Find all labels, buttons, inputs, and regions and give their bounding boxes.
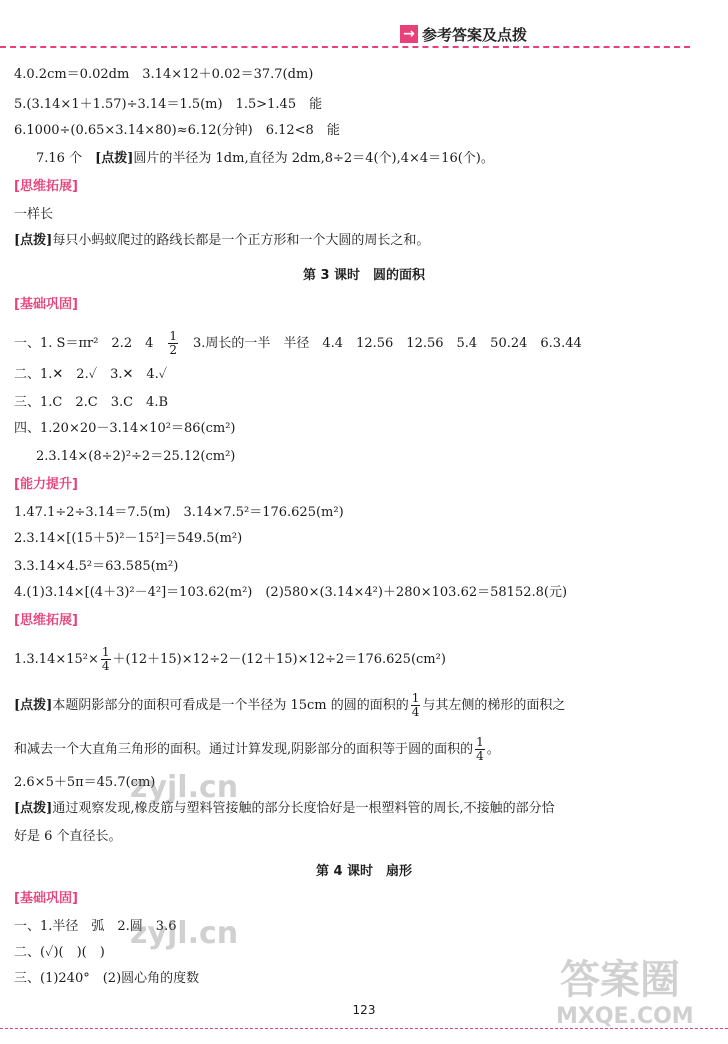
answer-line: 二、1.✕ 2.✓ 3.✕ 4.✓: [14, 367, 168, 382]
hint-tag: [点拨]: [14, 801, 53, 816]
answer-line: 5.(3.14×1＋1.57)÷3.14＝1.5(m) 1.5>1.45 能: [14, 97, 323, 112]
section-heading: [思维拓展]: [14, 613, 78, 628]
answer-text: 圆片的半径为 1dm,直径为 2dm,8÷2＝4(个),4×4＝16(个)。: [133, 151, 494, 166]
answer-text: 通过观察发现,橡皮筋与塑料管接触的部分长度恰好是一根塑料管的周长,不接触的部分恰: [52, 801, 555, 816]
answer-line: 四、1.20×20－3.14×10²＝86(cm²): [14, 421, 236, 436]
answer-text: 7.16 个: [36, 151, 96, 166]
answer-line: 4.0.2cm＝0.02dm 3.14×12＋0.02＝37.7(dm): [14, 67, 314, 82]
answer-text: 和减去一个大直角三角形的面积。通过计算发现,阴影部分的面积等于圆的面积的: [14, 742, 474, 757]
header-divider: [0, 46, 690, 48]
answer-line: 好是 6 个直径长。: [14, 829, 122, 844]
answer-line: [14, 330, 582, 357]
answer-line: [14, 232, 429, 250]
answer-line: [14, 692, 565, 719]
answer-text: 每只小蚂蚁爬过的路线长都是一个正方形和一个大圆的周长之和。: [52, 233, 430, 248]
answer-text: ＋(12＋15)×12÷2－(12＋15)×12÷2＝176.625(cm²): [112, 652, 446, 667]
answer-line: 三、(1)240° (2)圆心角的度数: [14, 971, 200, 986]
fraction: $\frac{1}{4}$: [411, 691, 420, 719]
section-heading: [基础巩固]: [14, 297, 78, 312]
answer-line: [14, 646, 446, 673]
page-number: 123: [352, 1003, 376, 1017]
answer-text: 。: [486, 742, 500, 757]
watermark: MXQE.COM: [556, 1004, 694, 1029]
hint-tag: [点拨]: [14, 233, 53, 248]
hint-tag: [点拨]: [14, 698, 53, 713]
answer-text: 3.周长的一半 半径 4.4 12.56 12.56 5.4 50.24 6.3.44: [180, 336, 582, 351]
answer-line: 二、(✓)( )( ): [14, 945, 105, 960]
answer-line: [14, 736, 500, 763]
fraction: $\frac{1}{2}$: [169, 329, 177, 357]
answer-line: [14, 800, 555, 818]
arrow-right-icon: →: [400, 25, 418, 43]
answer-line: 一样长: [14, 207, 54, 222]
answer-line: 2.6×5＋5π＝45.7(cm): [14, 775, 156, 790]
page-header: [400, 22, 527, 46]
fraction: $\frac{1}{4}$: [101, 645, 110, 673]
answer-line: 一、1.半径 弧 2.圆 3.6: [14, 919, 177, 934]
header-title: 参考答案及点拨: [422, 25, 528, 44]
watermark: zyjl.cn: [130, 916, 239, 951]
section-heading: [基础巩固]: [14, 891, 78, 906]
answer-line: 2.3.14×(8÷2)²÷2＝25.12(cm²): [36, 449, 236, 464]
watermark: zyjl.cn: [130, 770, 239, 805]
answer-text: 与其左侧的梯形的面积之: [422, 698, 566, 713]
section-heading: [能力提升]: [14, 477, 78, 492]
answer-line: 6.1000÷(0.65×3.14×80)≈6.12(分钟) 6.12<8 能: [14, 123, 340, 138]
answer-text: 1.3.14×15²×: [14, 652, 99, 667]
answer-line: 4.(1)3.14×[(4＋3)²－4²]＝103.62(m²) (2)580×(3.14×4²)＋280×103.62＝58152.8(元): [14, 585, 568, 600]
answer-line: 3.3.14×4.5²＝63.585(m²): [14, 559, 179, 574]
answer-line: [36, 150, 494, 168]
answer-line: 2.3.14×[(15＋5)²－15²]＝549.5(m²): [14, 531, 243, 546]
section-heading: [思维拓展]: [14, 179, 78, 194]
hint-tag: [点拨]: [95, 151, 134, 166]
lesson-title: 第 4 课时 扇形: [315, 864, 413, 879]
answer-line: 1.47.1÷2÷3.14＝7.5(m) 3.14×7.5²＝176.625(m²): [14, 505, 344, 520]
answer-line: 三、1.C 2.C 3.C 4.B: [14, 395, 169, 410]
answer-text: 本题阴影部分的面积可看成是一个半径为 15cm 的圆的面积的: [52, 698, 409, 713]
watermark: 答案圈: [560, 957, 680, 1003]
fraction: $\frac{1}{4}$: [476, 735, 484, 763]
lesson-title: 第 3 课时 圆的面积: [302, 268, 426, 283]
answer-text: 一、1. S＝πr² 2.2 4: [14, 336, 167, 351]
